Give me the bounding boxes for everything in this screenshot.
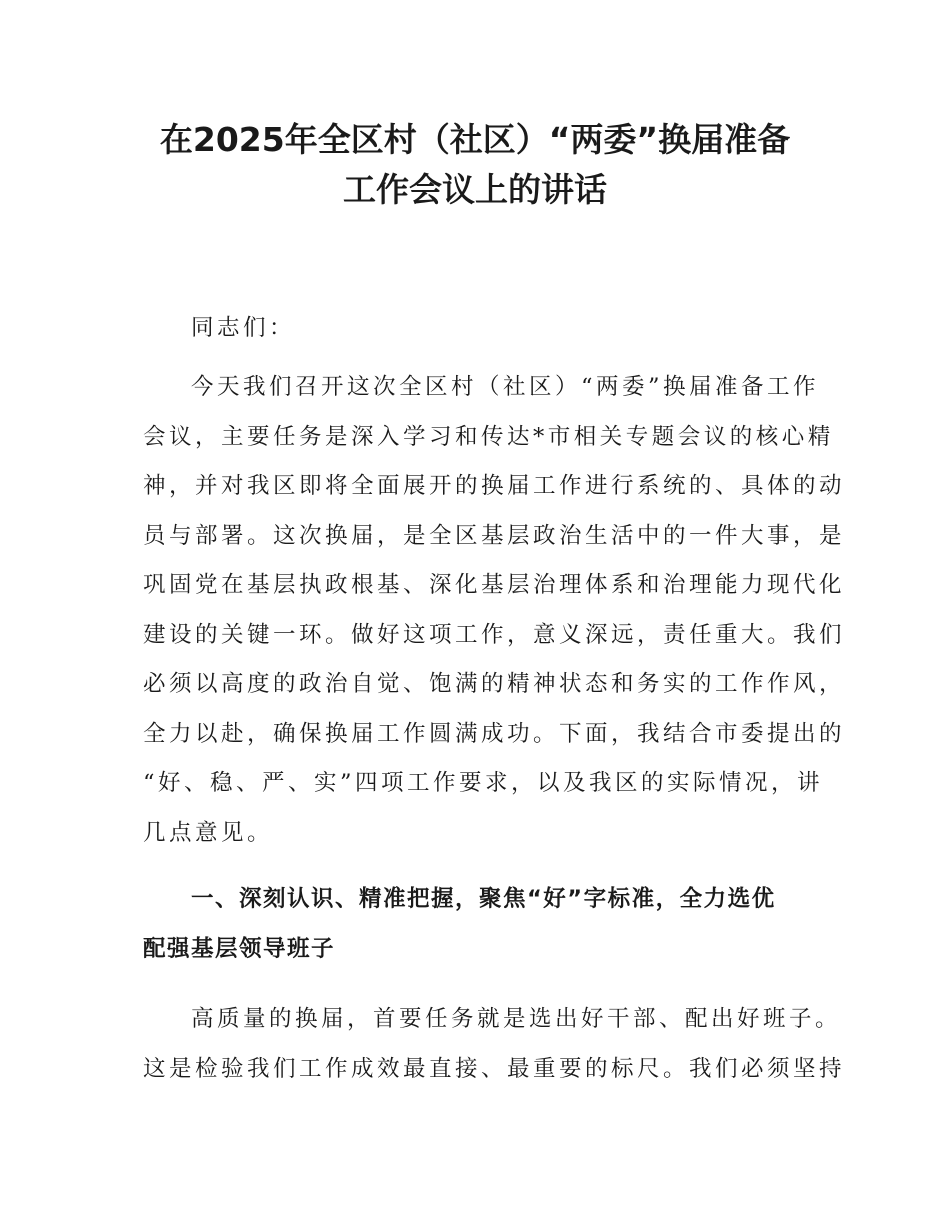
document-title-line-2: 工作会议上的讲话	[343, 170, 607, 209]
paragraph-1-line: 今天我们召开这次全区村（社区）“两委”换届准备工作	[191, 374, 820, 400]
salutation-text: 同志们：	[191, 315, 296, 341]
paragraph-2-line: 这是检验我们工作成效最直接、最重要的标尺。我们必须坚持	[143, 1055, 846, 1082]
paragraph-2	[143, 995, 846, 1094]
document-title-line-1: 在2025年全区村（社区）“两委”换届准备	[159, 120, 791, 159]
paragraph-1-line: 建设的关键一环。做好这项工作，意义深远，责任重大。我们	[143, 621, 846, 648]
paragraph-1-line: 员与部署。这次换届，是全区基层政治生活中的一件大事，是	[143, 522, 846, 549]
section-heading-1-line: 一、深刻认识、精准把握，聚焦“好”字标准，全力选优	[191, 886, 776, 912]
section-heading-1-line: 配强基层领导班子	[143, 935, 336, 962]
paragraph-1-line: 会议，主要任务是深入学习和传达*市相关专题会议的核心精	[143, 423, 834, 450]
paragraph-2-line: 高质量的换届，首要任务就是选出好干部、配出好班子。	[191, 1006, 842, 1032]
paragraph-1-line: 巩固党在基层执政根基、深化基层治理体系和治理能力现代化	[143, 572, 846, 598]
paragraph-1-line: 必须以高度的政治自觉、饱满的精神状态和务实的工作作风，	[143, 671, 846, 697]
paragraph-1-line: “好、稳、严、实”四项工作要求，以及我区的实际情况，讲	[143, 770, 824, 796]
paragraph-1-line: 神，并对我区即将全面展开的换届工作进行系统的、具体的动	[143, 473, 846, 499]
paragraph-1-line: 全力以赴，确保换届工作圆满成功。下面，我结合市委提出的	[143, 720, 846, 747]
paragraph-1	[143, 363, 846, 858]
salutation	[143, 304, 823, 354]
section-heading-1	[143, 875, 833, 974]
paragraph-1-line: 几点意见。	[143, 819, 274, 846]
